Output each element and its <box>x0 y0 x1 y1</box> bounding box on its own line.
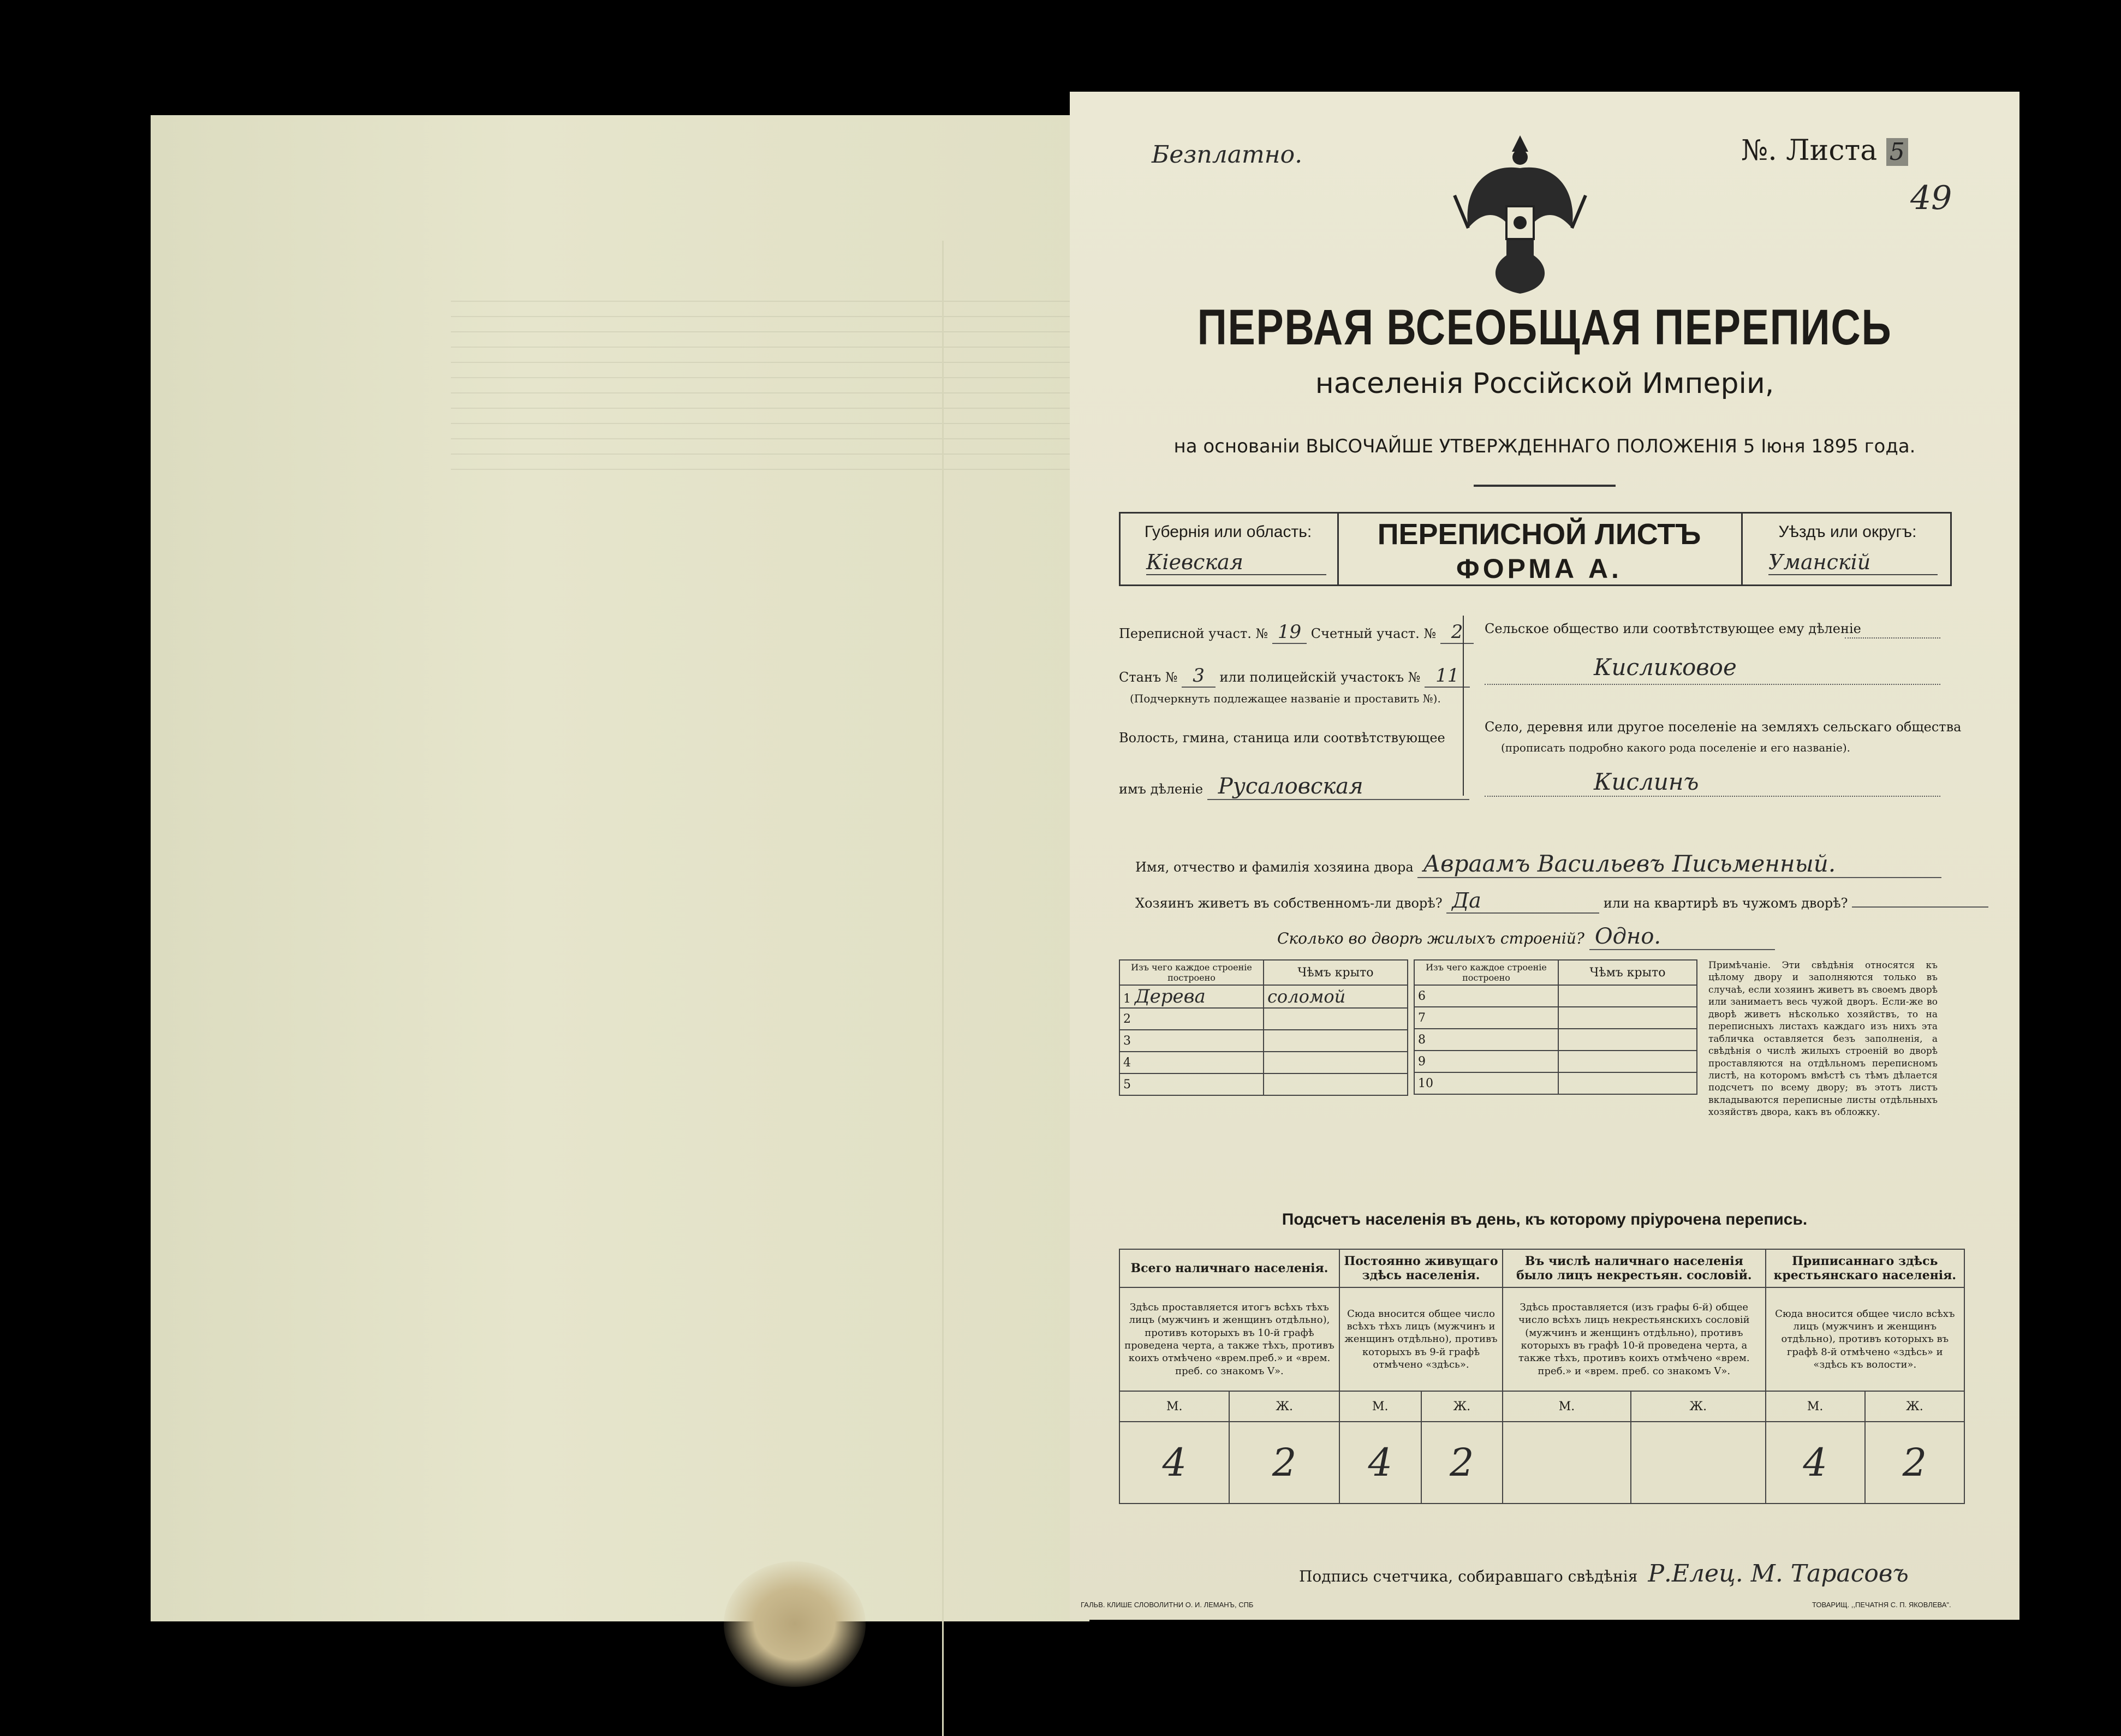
count-value: 2 <box>1421 1422 1503 1504</box>
buildings-table-left <box>1119 959 1408 1096</box>
count-value: 4 <box>1339 1422 1421 1504</box>
imprint-right: ТОВАРИЩ. ,,ПЕЧАТНЯ С. П. ЯКОВЛЕВА". <box>1812 1601 1951 1609</box>
imperial-eagle-emblem <box>1452 130 1588 305</box>
count-value <box>1631 1422 1766 1504</box>
divider <box>1463 616 1464 796</box>
count-value: 4 <box>1766 1422 1865 1504</box>
count-col-title: Постоянно живущаго здѣсь населенія. <box>1339 1249 1503 1287</box>
own-yard-value: Да <box>1446 888 1599 914</box>
form-basis: на основаніи ВЫСОЧАЙШЕ УТВЕРЖДЕННАГО ПОЛОЖЕНІЯ 5 Іюня 1895 года. <box>1173 436 1916 457</box>
count-col-title: Всего наличнаго населенія. <box>1119 1249 1339 1287</box>
material-value: Дерева <box>1135 986 1206 1007</box>
sheet-number <box>1741 134 1908 167</box>
police-label: или полицейскій участокъ № <box>1219 670 1421 685</box>
stan-value: 3 <box>1182 665 1216 688</box>
table-cell <box>1264 1030 1408 1052</box>
stan-field <box>1119 665 1470 687</box>
table-cell <box>1558 1072 1697 1094</box>
table-cell <box>1558 1007 1697 1029</box>
row-number: 7 <box>1414 1007 1558 1029</box>
count-value: 4 <box>1119 1422 1229 1504</box>
signature-value: Р.Елец. М. Тарасовъ <box>1648 1560 1909 1588</box>
table-cell <box>1119 985 1264 1008</box>
roof-header: Чѣмъ крыто <box>1558 960 1697 985</box>
row-number: 3 <box>1119 1030 1264 1052</box>
paper-fold <box>942 241 944 1736</box>
fill-line <box>1845 637 1940 639</box>
buildings-value: Одно. <box>1589 924 1775 950</box>
table-cell <box>1264 1052 1408 1073</box>
volost-field <box>1119 774 1469 800</box>
row-number: 10 <box>1414 1072 1558 1094</box>
table-cell <box>1558 985 1697 1007</box>
m-label: М. <box>1119 1391 1229 1422</box>
sheet-number-label: №. Листа <box>1741 134 1878 167</box>
owner-field <box>1135 850 1941 878</box>
stan-note: (Подчеркнуть подлежащее названіе и проставить №). <box>1130 692 1441 705</box>
divider <box>1741 512 1743 586</box>
count-value: 2 <box>1229 1422 1339 1504</box>
count-col-desc: Сюда вносится общее число всѣхъ лицъ (мужчинъ и женщинъ отдѣльно), противъ которыхъ въ графѣ 8-й отмѣчено «здѣсь» и «здѣсь къ волости». <box>1766 1287 1964 1391</box>
imprint-left: ГАЛЬВ. КЛИШЕ СЛОВОЛИТНИ О. И. ЛЕМАНЪ, СПБ <box>1081 1601 1254 1609</box>
volost-value: Русаловская <box>1207 774 1469 800</box>
form-name: ФОРМА А. <box>1456 553 1622 584</box>
stain <box>724 1561 866 1687</box>
count-col-desc: Здѣсь проставляется итогъ всѣхъ тѣхъ лицъ (мужчинъ и женщинъ отдѣльно), противъ которыхъ въ 10-й графѣ проведена черта, а также тѣхъ, противъ коихъ отмѣчено «врем.преб.» и «врем. преб. со знакомъ V». <box>1119 1287 1339 1391</box>
schetny-value: 2 <box>1440 621 1474 644</box>
selo-value: Кислинъ <box>1594 768 1699 795</box>
signature-field <box>1299 1560 1909 1588</box>
handwritten-sheet-number: 49 <box>1910 179 1952 217</box>
buildings-note: Примѣчаніе. Эти свѣдѣнія относятся къ цѣлому двору и заполняются только въ случаѣ, если хозяинъ живетъ въ своемъ дворѣ или занимаетъ весь чужой дворъ. Если-же во дворѣ живетъ нѣсколько хозяйствъ, то на переписныхъ листахъ каждаго изъ нихъ эта табличка оставляется безъ заполненія, а свѣдѣнія о числѣ жилыхъ строеній во дворѣ проставляются на отдѣльномъ переписномъ листѣ, на которомъ вмѣстѣ съ тѣмъ дѣлается подсчетъ по всему двору; въ этотъ листъ вкладываются переписные листы отдѣльныхъ хозяйствъ двора, какъ въ обложку. <box>1708 960 1938 1118</box>
m-label: М. <box>1503 1391 1631 1422</box>
form-title: ПЕРЕПИСНОЙ ЛИСТЪ <box>1377 518 1701 551</box>
uezd-value: Уманскій <box>1768 550 1938 575</box>
divider <box>1337 512 1339 586</box>
schetny-label: Счетный участ. № <box>1310 626 1437 641</box>
row-number: 6 <box>1414 985 1558 1007</box>
own-yard-field <box>1135 888 1988 914</box>
sheet-number-value: 5 <box>1886 138 1908 166</box>
rent-label: или на квартирѣ въ чужомъ дворѣ? <box>1603 896 1848 911</box>
selo-label: Село, деревня или другое поселеніе на земляхъ сельскаго общества <box>1485 719 1962 735</box>
stan-label: Станъ № <box>1119 670 1178 685</box>
own-yard-label: Хозяинъ живетъ въ собственномъ-ли дворѣ? <box>1135 896 1443 911</box>
buildings-field <box>1277 924 1775 950</box>
roof-value: соломой <box>1264 985 1408 1008</box>
uchastok-value: 19 <box>1272 621 1307 644</box>
material-header: Изъ чего каждое строеніе построено <box>1119 960 1264 985</box>
zh-label: Ж. <box>1631 1391 1766 1422</box>
census-form-sheet <box>1070 92 2019 1620</box>
count-value <box>1503 1422 1631 1504</box>
volost-label-2: имъ дѣленіе <box>1119 782 1204 797</box>
row-number: 8 <box>1414 1029 1558 1051</box>
owner-label: Имя, отчество и фамилія хозяина двора <box>1135 860 1414 875</box>
free-label: Безплатно. <box>1152 141 1303 169</box>
police-value: 11 <box>1425 665 1470 688</box>
count-value: 2 <box>1865 1422 1964 1504</box>
row-number: 9 <box>1414 1051 1558 1072</box>
material-header: Изъ чего каждое строеніе построено <box>1414 960 1558 985</box>
zh-label: Ж. <box>1421 1391 1503 1422</box>
gubernia-label: Губернія или область: <box>1144 523 1312 541</box>
ornament-divider <box>1474 485 1616 487</box>
volost-label: Волость, гмина, станица или соотвѣтствующее <box>1119 730 1445 745</box>
form-main-title: ПЕРВАЯ ВСЕОБЩАЯ ПЕРЕПИСЬ <box>1197 300 1892 355</box>
count-table <box>1119 1249 1965 1504</box>
table-cell <box>1264 1073 1408 1095</box>
count-col-desc: Сюда вносится общее число всѣхъ тѣхъ лицъ (мужчинъ и женщинъ отдѣльно), противъ которыхъ въ 9-й графѣ отмѣчено «здѣсь». <box>1339 1287 1503 1391</box>
table-cell <box>1558 1051 1697 1072</box>
table-cell <box>1264 1008 1408 1030</box>
count-heading: Подсчетъ населенія въ день, къ которому пріурочена перепись. <box>1282 1210 1808 1228</box>
selo-note: (прописать подробно какого рода поселеніе и его названіе). <box>1501 741 1850 754</box>
row-number: 4 <box>1119 1052 1264 1073</box>
fill-line <box>1485 796 1940 797</box>
uchastok-field <box>1119 621 1474 643</box>
m-label: М. <box>1766 1391 1865 1422</box>
m-label: М. <box>1339 1391 1421 1422</box>
table-cell <box>1558 1029 1697 1051</box>
gubernia-value: Кіевская <box>1146 550 1326 575</box>
selskoe-label: Сельское общество или соотвѣтствующее ему дѣленіе <box>1485 621 1861 636</box>
zh-label: Ж. <box>1229 1391 1339 1422</box>
uchastok-label: Переписной участ. № <box>1119 626 1268 641</box>
owner-value: Авраамъ Васильевъ Письменный. <box>1417 850 1941 878</box>
row-number: 2 <box>1119 1008 1264 1030</box>
row-number: 5 <box>1119 1073 1264 1095</box>
fill-line <box>1485 684 1940 685</box>
signature-label: Подпись счетчика, собиравшаго свѣдѣнія <box>1299 1567 1638 1585</box>
zh-label: Ж. <box>1865 1391 1964 1422</box>
left-sheet <box>151 115 1089 1621</box>
uezd-label: Уѣздъ или округъ: <box>1778 523 1917 541</box>
buildings-label: Сколько во дворѣ жилыхъ строеній? <box>1277 929 1584 947</box>
row-number: 1 <box>1123 992 1131 1006</box>
roof-header: Чѣмъ крыто <box>1264 960 1408 985</box>
count-col-title: Въ числѣ наличнаго населенія было лицъ некрестьян. сословій. <box>1503 1249 1765 1287</box>
count-col-desc: Здѣсь проставляется (изъ графы 6-й) общее число всѣхъ лицъ некрестьянскихъ сословій (мужчинъ и женщинъ отдѣльно), противъ которыхъ въ графѣ 10-й проведена черта, а также тѣхъ, противъ коихъ отмѣчено «врем. преб.» и «врем. преб. со знакомъ V». <box>1503 1287 1765 1391</box>
buildings-table-right <box>1414 959 1697 1095</box>
selskoe-value: Кисликовое <box>1594 654 1737 681</box>
form-subtitle: населенія Россійской Имперіи, <box>1315 367 1774 400</box>
count-col-title: Приписаннаго здѣсь крестьянскаго населенія. <box>1766 1249 1964 1287</box>
